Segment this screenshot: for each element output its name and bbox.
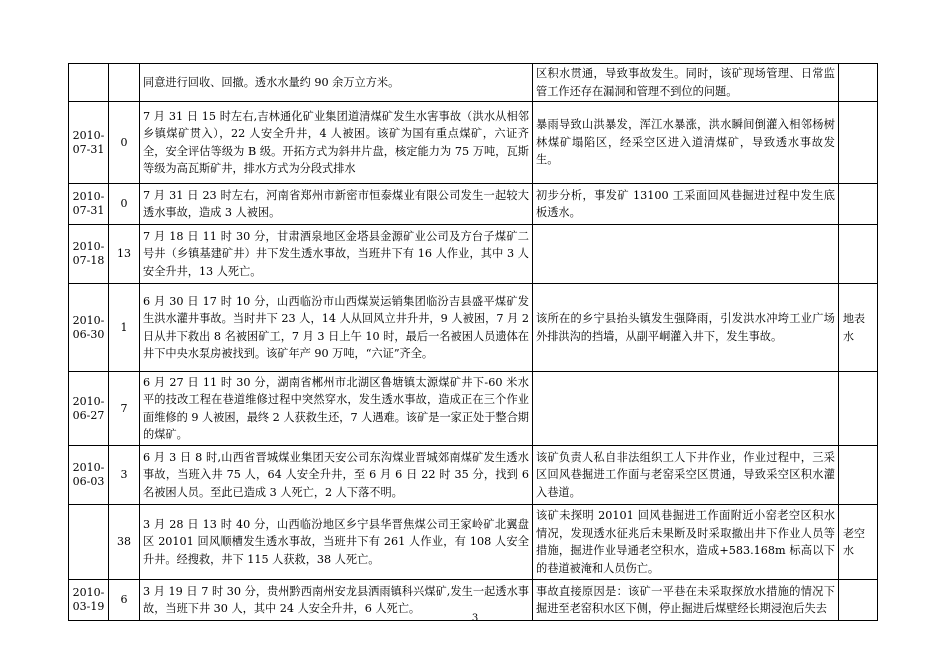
table-row xyxy=(69,372,878,446)
deaths-cell: 0 xyxy=(109,184,140,225)
deaths-cell: 1 xyxy=(109,284,140,372)
water-type-cell: 地表水 xyxy=(839,284,878,372)
reason-cell: 该所在的乡宁县抬头镇发生强降雨，引发洪水冲垮工业广场外排洪沟的挡墙，从副平峒灌入井下，发生事故。 xyxy=(533,284,839,372)
description-cell: 7 月 31 日 23 时左右，河南省郑州市新密市恒泰煤业有限公司发生一起较大透水事故，造成 3 人被困。 xyxy=(140,184,533,225)
reason-cell: 事故直接原因是：该矿一平巷在未采取探放水措施的情况下掘进至老窑积水区下侧，停止掘进后煤壁经长期浸泡后失去 xyxy=(533,580,839,621)
table-row xyxy=(69,505,878,580)
reason-cell: 该矿负责人私自非法组织工人下井作业，作业过程中，三采区回风巷掘进工作面与老窑采空区贯通，导致采空区积水灌入巷道。 xyxy=(533,446,839,505)
description-cell: 6 月 27 日 11 时 30 分，湖南省郴州市北湖区鲁塘镇太源煤矿井下-60 米水平的技改工程在巷道维修过程中突然穿水，发生透水事故，造成正在三个作业面维修的 9 人被困，最终 2 人获救生还，7 人遇难。该矿是一家正处于整合期的煤矿。 xyxy=(140,372,533,446)
date-cell: 2010-06-03 xyxy=(69,446,109,505)
table-row xyxy=(69,225,878,284)
deaths-cell: 6 xyxy=(109,580,140,621)
description-cell: 3 月 28 日 13 时 40 分，山西临汾地区乡宁县华晋焦煤公司王家岭矿北翼盘区 20101 回风顺槽发生透水事故，当班井下有 261 人作业，有 108 人安全升井。经搜救，井下 115 人获救，38 人死亡。 xyxy=(140,505,533,580)
description-cell: 7 月 31 日 15 时左右,吉林通化矿业集团道清煤矿发生水害事故（洪水从相邻乡镇煤矿贯入），22 人安全升井，4 人被困。该矿为国有重点煤矿，六证齐全，安全评估等级为 B 级。开拓方式为斜井片盘，核定能力为 75 万吨，瓦斯等级为高瓦斯矿井，排水方式为分段式排水 xyxy=(140,102,533,184)
table-row xyxy=(69,64,878,102)
table-row xyxy=(69,284,878,372)
deaths-cell: 3 xyxy=(109,446,140,505)
description-cell: 7 月 18 日 11 时 30 分，甘肃酒泉地区金塔县金源矿业公司及方台子煤矿二号井（乡镇基建矿井）井下发生透水事故，当班井下有 16 人作业，其中 3 人安全升井，13 人死亡。 xyxy=(140,225,533,284)
date-cell: 2010-07-31 xyxy=(69,102,109,184)
description-cell: 6 月 30 日 17 时 10 分，山西临汾市山西煤炭运销集团临汾吉县盛平煤矿发生洪水灌井事故。当时井下 23 人，14 人从回风立井升井，9 人被困，7 月 2 日从井下救出 8 名被困矿工，7 月 3 日上午 10 时，最后一名被困人员遗体在井下中央水泵房被找到。该矿年产 90 万吨，“六证”齐全。 xyxy=(140,284,533,372)
water-type-cell xyxy=(839,102,878,184)
deaths-cell: 7 xyxy=(109,372,140,446)
water-type-cell xyxy=(839,64,878,102)
reason-cell: 该矿未探明 20101 回风巷掘进工作面附近小窑老空区积水情况，发现透水征兆后未果断及时采取撤出井下作业人员等措施，掘进作业导通老空积水，造成+583.168m 标高以下的巷道被淹和人员伤亡。 xyxy=(533,505,839,580)
table-row xyxy=(69,102,878,184)
page-number: 3 xyxy=(471,613,479,624)
date-cell: 2010-07-31 xyxy=(69,184,109,225)
date-cell: 2010-07-18 xyxy=(69,225,109,284)
reason-cell: 初步分析，事发矿 13100 工采面回风巷掘进过程中发生底板透水。 xyxy=(533,184,839,225)
water-type-cell xyxy=(839,184,878,225)
date-cell: 2010-06-27 xyxy=(69,372,109,446)
deaths-cell xyxy=(109,64,140,102)
date-cell xyxy=(69,64,109,102)
date-cell xyxy=(69,505,109,580)
deaths-cell: 0 xyxy=(109,102,140,184)
water-type-cell xyxy=(839,446,878,505)
reason-cell xyxy=(533,372,839,446)
reason-cell: 区积水贯通，导致事故发生。同时，该矿现场管理、日常监管工作还存在漏洞和管理不到位的问题。 xyxy=(533,64,839,102)
deaths-cell: 38 xyxy=(109,505,140,580)
description-cell: 同意进行回收、回撤。透水水量约 90 余万立方米。 xyxy=(140,64,533,102)
date-cell: 2010-03-19 xyxy=(69,580,109,621)
date-cell: 2010-06-30 xyxy=(69,284,109,372)
description-cell: 3 月 19 日 7 时 30 分，贵州黔西南州安龙县洒雨镇科兴煤矿,发生一起透水事故，当班下井 30 人，其中 24 人安全升井，6 人死亡。 xyxy=(140,580,533,621)
accident-table xyxy=(68,63,878,621)
table-row xyxy=(69,184,878,225)
reason-cell xyxy=(533,225,839,284)
description-cell: 6 月 3 日 8 时,山西省晋城煤业集团天安公司东沟煤业晋城郊南煤矿发生透水事故，当班入井 75 人，64 人安全升井，至 6 月 6 日 22 时 35 分，找到 6 名被困人员。至此已造成 3 人死亡，2 人下落不明。 xyxy=(140,446,533,505)
table-row xyxy=(69,446,878,505)
water-type-cell xyxy=(839,225,878,284)
water-type-cell: 老空水 xyxy=(839,505,878,580)
water-type-cell xyxy=(839,372,878,446)
reason-cell: 暴雨导致山洪暴发，浑江水暴涨，洪水瞬间倒灌入相邻杨树林煤矿塌陷区，经采空区进入道清煤矿，导致透水事故发生。 xyxy=(533,102,839,184)
deaths-cell: 13 xyxy=(109,225,140,284)
